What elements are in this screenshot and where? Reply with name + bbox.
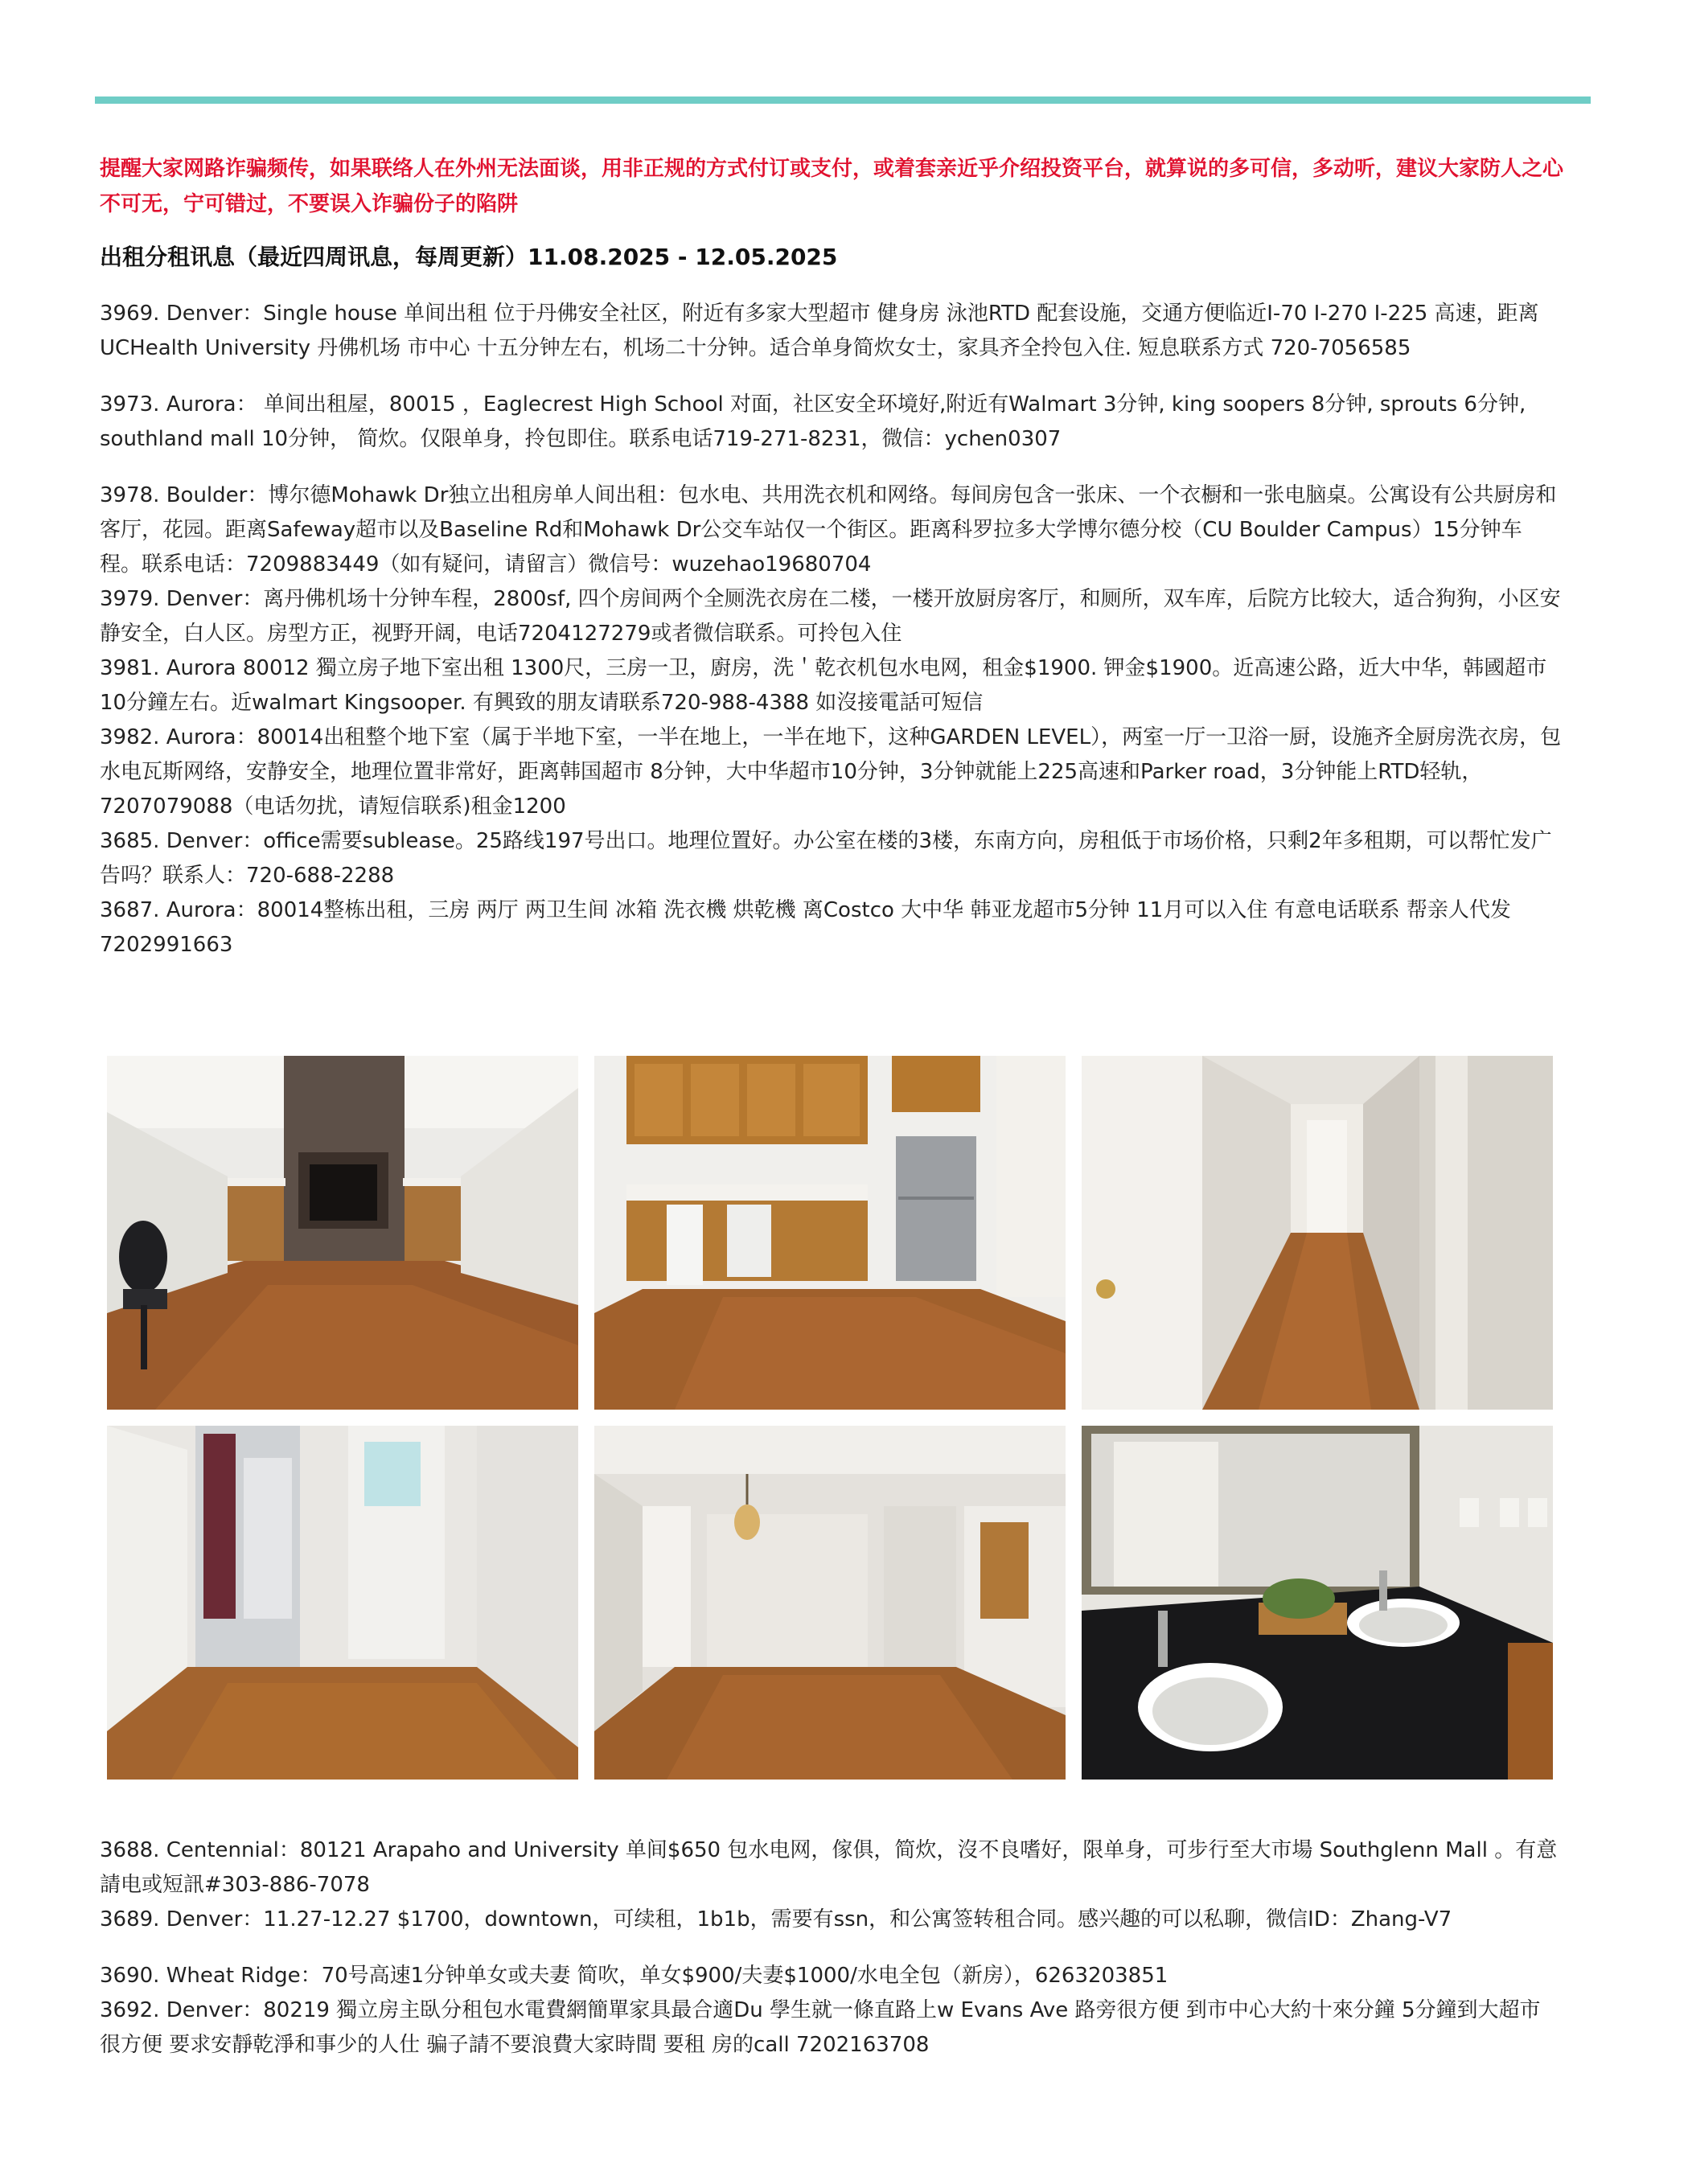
scam-warning: 提醒大家网路诈骗频传，如果联络人在外州无法面谈，用非正规的方式付订或支付，或着套亲近乎介绍投资平台，就算说的多可信，多动听，建议大家防人之心不可无，宁可错过，不要误入诈骗份子的陷阱 [100, 157, 1564, 216]
listing-item: 3978. Boulder：博尔德Mohawk Dr独立出租房单人间出租：包水电、共用洗衣机和网络。每间房包含一张床、一个衣橱和一张电脑桌。公寓设有公共厨房和客厅，花园。距离Safeway超市以及Baseline Rd和Mohawk Dr公交车站仅一个街区。距离科罗拉多大学博尔德分校（CU Boulder Campus）15分钟车程。联系电话：7209883449（如有疑问，请留言）微信号：wuzehao19680704 [100, 483, 1557, 577]
listing-item: 3973. Aurora： 单间出租屋，80015 ，Eaglecrest High School 对面，社区安全环境好,附近有Walmart 3分钟, king soopers 8分钟, sprouts 6分钟, southland mall 10分钟， 简炊。仅限单身，拎包即住。联系电话719-271-8231，微信：ychen0307 [100, 392, 1526, 451]
listing-item: 3687. Aurora：80014整栋出租，三房 两厅 两卫生间 冰箱 洗衣機 烘乾機 离Costco 大中华 韩亚龙超市5分钟 11月可以入住 有意电话联系 帮亲人代发7202991663 [100, 898, 1511, 957]
listing-item: 3689. Denver：11.27-12.27 $1700，downtown，可续租，1b1b，需要有ssn，和公寓签转租合同。感兴趣的可以私聊，微信ID：Zhang-V7 [100, 1907, 1452, 1932]
top-divider [95, 96, 1591, 104]
listing-item: 3981. Aurora 80012 獨立房子地下室出租 1300尺，三房一卫，廚房，洗＇乾衣机包水电网，租金$1900. 钾金$1900。近高速公路，近大中华，韩國超市10分鐘左右。近walmart Kingsooper. 有興致的朋友请联系720-988-4388 如沒接電話可短信 [100, 656, 1547, 715]
photo-dining-area [594, 1426, 1066, 1780]
photo-bedroom-mirror [107, 1426, 578, 1780]
listing-item: 3692. Denver：80219 獨立房主臥分租包水電費網簡單家具最合適Du 學生就一條直路上w Evans Ave 路旁很方便 到市中心大約十來分鐘 5分鐘到大超市 很方便 要求安靜乾淨和事少的人仕 骗子請不要浪費大家時間 要租 房的call 7202163708 [100, 1998, 1541, 2057]
photo-bathroom-vanity [1082, 1426, 1553, 1780]
listings-section-bottom [100, 1833, 1563, 2063]
listing-item: 3982. Aurora：80014出租整个地下室（属于半地下室，一半在地上，一半在地下，这种GARDEN LEVEL），两室一厅一卫浴一厨，设施齐全厨房洗衣房，包水电瓦斯网络，安静安全，地理位置非常好，距离韩国超市 8分钟，大中华超市10分钟，3分钟就能上225高速和Parker road，3分钟能上RTD轻轨，7207079088（电话勿扰，请短信联系)租金1200 [100, 725, 1562, 819]
photo-hallway [1082, 1056, 1553, 1410]
listing-item: 3685. Denver：office需要sublease。25路线197号出口。地理位置好。办公室在楼的3楼，东南方向，房租低于市场价格，只剩2年多租期，可以帮忙发广告吗？联系人：720-688-2288 [100, 829, 1552, 888]
property-photo-grid [107, 1056, 1553, 1780]
photo-kitchen [594, 1056, 1066, 1410]
listing-item: 3969. Denver：Single house 单间出租 位于丹佛安全社区，附近有多家大型超市 健身房 泳池RTD 配套设施，交通方便临近I-70 I-270 I-225 高速，距离UCHealth University 丹佛机场 市中心 十五分钟左右，机场二十分钟。适合单身简炊女士，家具齐全拎包入住. 短息联系方式 720-7056585 [100, 302, 1539, 360]
section-title: 出租分租讯息（最近四周讯息，每周更新）11.08.2025 - 12.05.2025 [100, 244, 838, 270]
listing-item: 3690. Wheat Ridge：70号高速1分钟单女或夫妻 简吹，单女$900/夫妻$1000/水电全包（新房），6263203851 [100, 1964, 1168, 1988]
listing-item: 3979. Denver：离丹佛机场十分钟车程，2800sf, 四个房间两个全厕洗衣房在二楼，一楼开放厨房客厅，和厕所，双车库，后院方比较大，适合狗狗，小区安静安全，白人区。房型方正，视野开阔，电话7204127279或者微信联系。可拎包入住 [100, 587, 1561, 646]
listing-item: 3688. Centennial：80121 Arapaho and University 单间$650 包水电网，傢俱，简炊，沒不良嗜好，限单身，可步行至大市場 Southglenn Mall 。有意請电或短訊#303-886-7078 [100, 1838, 1558, 1897]
listings-section-top [100, 151, 1563, 963]
photo-living-room-fireplace [107, 1056, 578, 1410]
